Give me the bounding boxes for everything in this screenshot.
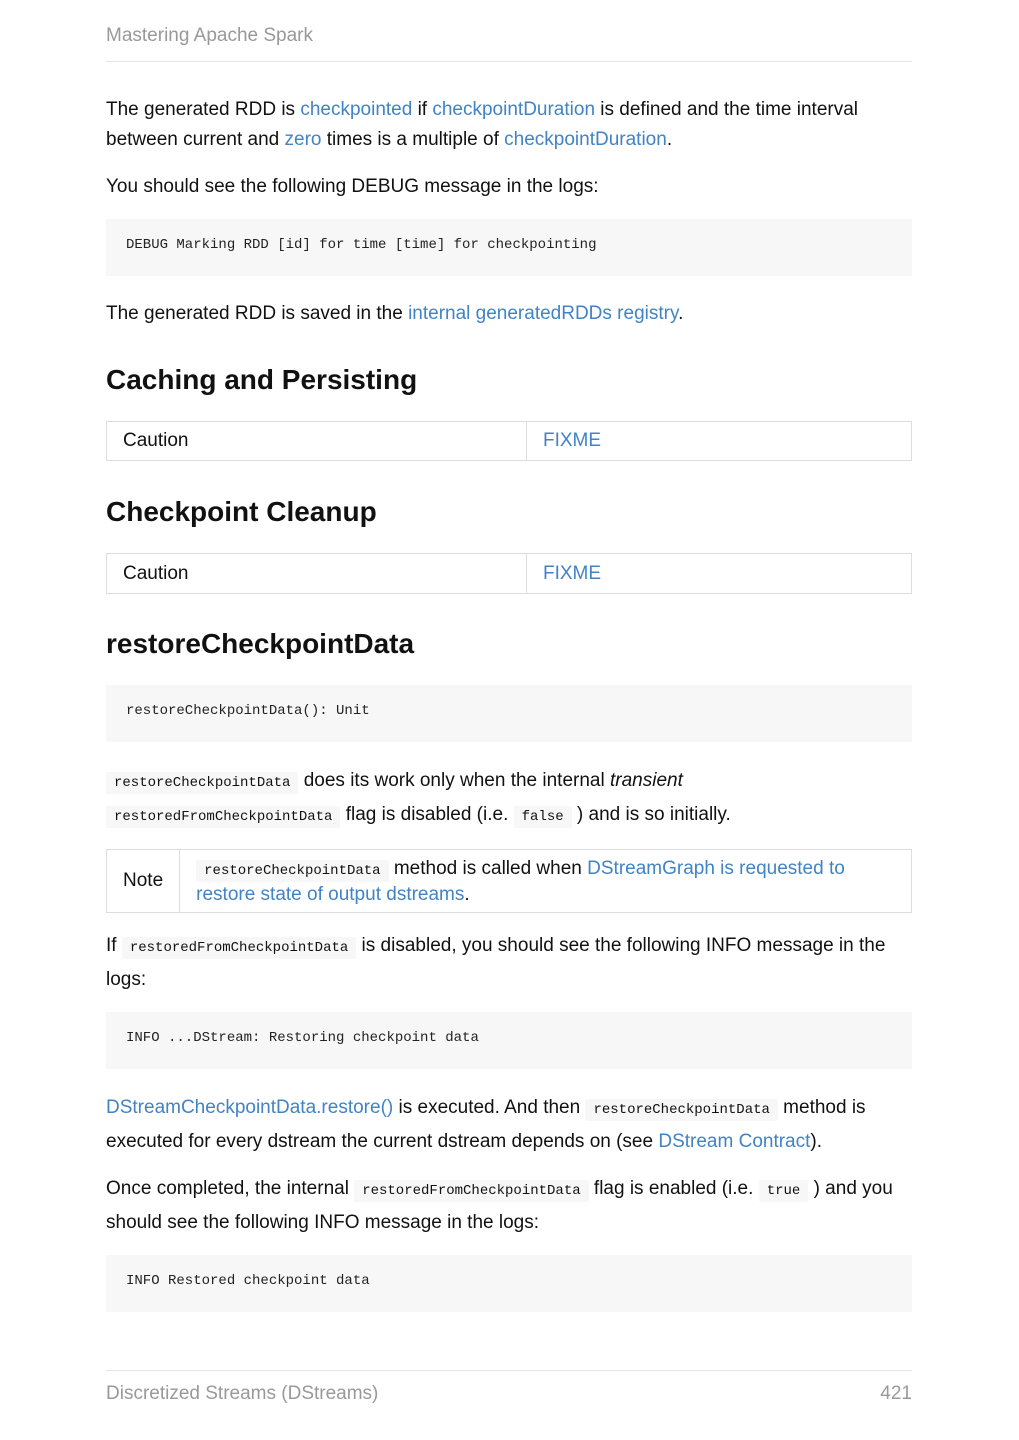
link-dstream-contract[interactable]: DStream Contract [658,1131,811,1152]
link-dstream-checkpoint-data-restore[interactable]: DStreamCheckpointData.restore() [106,1097,394,1118]
page-header [106,24,912,62]
paragraph-generated-rdd [106,95,912,155]
text: . [678,303,684,324]
inline-code: restoredFromCheckpointData [122,937,356,959]
code-block-info-restored: INFO Restored checkpoint data [106,1255,912,1312]
inline-code: restoreCheckpointData [196,860,388,882]
inline-code: restoreCheckpointData [106,772,298,794]
caution-body [527,554,617,593]
paragraph-executed [106,1092,912,1157]
paragraph-saved [106,299,912,329]
paragraph-restore-intro [106,765,912,833]
caution-label: Caution [107,554,527,593]
link-generated-rdds-registry[interactable]: internal generatedRDDs registry [408,303,679,324]
inline-code: restoredFromCheckpointData [354,1180,588,1202]
text: The generated RDD is saved in the [106,303,409,324]
text: if [412,99,433,120]
code-block-info-restoring: INFO ...DStream: Restoring checkpoint data [106,1012,912,1069]
chapter-title: Discretized Streams (DStreams) [106,1383,379,1404]
note-box [106,849,912,913]
text: Once completed, the internal [106,1178,355,1199]
heading-checkpoint-cleanup: Checkpoint Cleanup [106,496,377,527]
text: is disabled, you should see the following INFO message in the logs: [106,935,886,990]
note-body [180,850,911,912]
code-block-signature: restoreCheckpointData(): Unit [106,685,912,742]
text: is executed. And then [393,1097,586,1118]
note-text [196,857,891,906]
link-checkpoint-duration-2[interactable]: checkpointDuration [504,129,667,150]
link-fixme[interactable]: FIXME [543,562,602,584]
paragraph-if-disabled [106,930,912,995]
heading-restore-checkpoint-data: restoreCheckpointData [106,628,415,659]
text: ) and you should see the following INFO message in the logs: [106,1178,893,1233]
link-fixme[interactable]: FIXME [543,430,602,451]
text: method is called when [388,857,588,879]
inline-code: restoreCheckpointData [585,1099,777,1121]
link-zero[interactable]: zero [284,129,322,150]
code-block-debug: DEBUG Marking RDD [id] for time [time] for checkpointing [106,219,912,276]
text: flag is disabled (i.e. [340,804,514,825]
page-footer [106,1370,912,1411]
link-dstreamgraph-restore[interactable]: DStreamGraph is requested to restore state of output dstreams [196,857,845,905]
text: times is a multiple of [321,129,505,150]
paragraph-debug-intro: You should see the following DEBUG message in the logs: [106,176,599,197]
link-checkpoint-duration[interactable]: checkpointDuration [432,99,596,120]
text: . [464,883,470,905]
text: The generated RDD is [106,99,301,120]
text: . [666,129,673,150]
link-checkpointed[interactable]: checkpointed [300,99,413,120]
inline-code: true [759,1180,809,1202]
text: does its work only when the internal [298,770,610,791]
text: ) and is so initially. [571,804,731,825]
text: method is executed for every dstream the current dstream depends on (see [106,1097,866,1152]
caution-box-caching [106,421,912,461]
inline-code: restoredFromCheckpointData [106,806,340,828]
page-number: 421 [880,1383,912,1404]
book-title: Mastering Apache Spark [106,25,314,46]
text: flag is enabled (i.e. [588,1178,759,1199]
note-label: Note [107,850,180,912]
caution-label: Caution [107,422,527,460]
caution-box-cleanup [106,553,912,594]
text: ). [810,1131,823,1152]
page-content [106,95,912,1312]
text: If [106,935,122,956]
inline-code: false [514,806,572,828]
paragraph-once-completed [106,1173,912,1238]
heading-caching-persisting: Caching and Persisting [106,364,418,395]
caution-body [527,422,617,460]
text: is defined and the time interval between current and [106,99,859,150]
emphasis: transient [610,770,683,791]
